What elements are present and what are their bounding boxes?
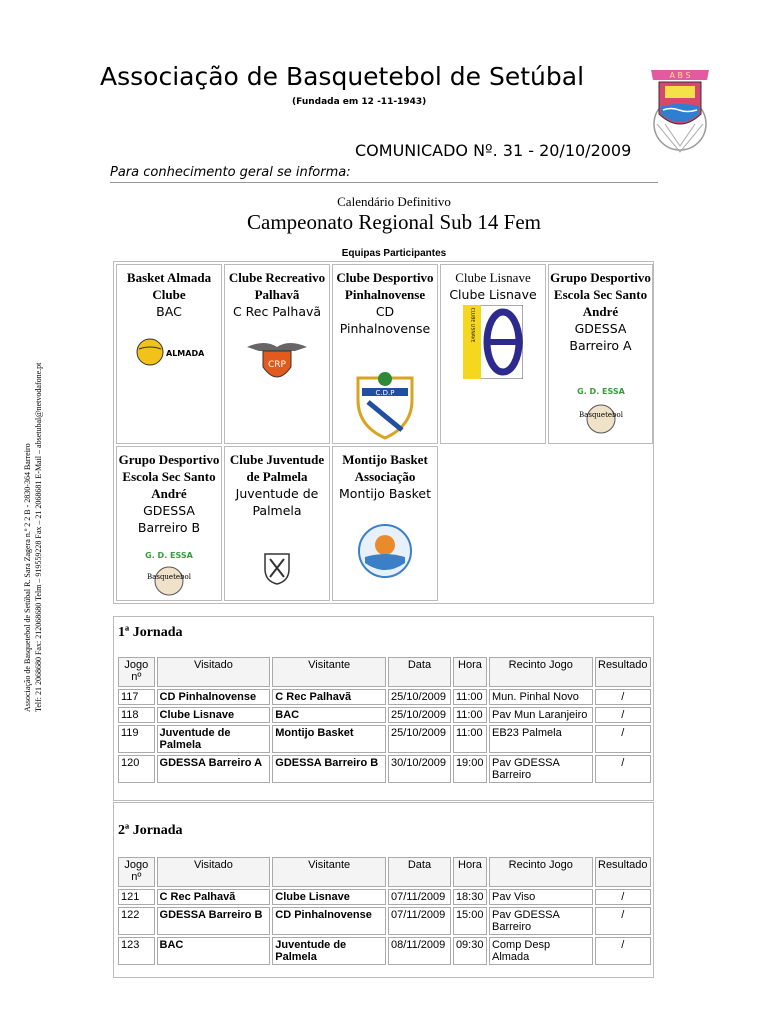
- away-team: Clube Lisnave: [272, 889, 386, 905]
- game-number: 122: [118, 907, 155, 935]
- game-number: 120: [118, 755, 155, 783]
- venue: EB23 Palmela: [489, 725, 593, 753]
- col-jogo: Jogo nº: [118, 857, 155, 887]
- game-number: 123: [118, 937, 155, 965]
- venue: Pav Viso: [489, 889, 593, 905]
- col-hora: Hora: [453, 657, 487, 687]
- game-date: 07/11/2009: [388, 907, 451, 935]
- calendar-subtitle: Calendário Definitivo: [337, 194, 451, 209]
- jornada-title: 2ª Jornada: [118, 823, 183, 838]
- jornada-2-box: [113, 802, 654, 978]
- away-team: Montijo Basket: [272, 725, 386, 753]
- col-jogo: Jogo nº: [118, 657, 155, 687]
- venue: Pav Mun Laranjeiro: [489, 707, 593, 723]
- team-name: Grupo Desportivo Escola Sec Santo André: [118, 452, 220, 501]
- game-number: 118: [118, 707, 155, 723]
- teams-heading: Equipas Participantes: [341, 248, 447, 259]
- game-time: 19:00: [453, 755, 487, 783]
- venue: Pav GDESSA Barreiro: [489, 907, 593, 935]
- gdessa-logo-a: [568, 385, 634, 441]
- team-card-bac: [116, 264, 222, 444]
- team-short: Montijo Basket: [339, 486, 431, 501]
- team-short: C Rec Palhavã: [232, 304, 322, 319]
- svg-text:ALMADA: ALMADA: [166, 349, 204, 358]
- table-header-row: [118, 857, 651, 887]
- table-row: [118, 755, 651, 783]
- game-time: 11:00: [453, 689, 487, 705]
- teams-grid: [113, 261, 654, 604]
- away-team: GDESSA Barreiro B: [272, 755, 386, 783]
- gdessa-logo-b: [136, 549, 202, 601]
- svg-text:CLUBE LISNAVE: CLUBE LISNAVE: [469, 307, 475, 343]
- col-visitado: Visitado: [157, 657, 271, 687]
- founded-date: (Fundada em 12 -11-1943): [292, 97, 427, 107]
- page-title: Associação de Basquetebol de Setúbal: [100, 62, 585, 91]
- home-team: BAC: [157, 937, 271, 965]
- game-date: 08/11/2009: [388, 937, 451, 965]
- home-team: Clube Lisnave: [157, 707, 271, 723]
- jornada-title: 1ª Jornada: [118, 625, 183, 640]
- palmela-logo: [262, 551, 292, 585]
- col-data: Data: [388, 857, 451, 887]
- team-name: Clube Desportivo Pinhalnovense: [336, 270, 434, 302]
- game-number: 121: [118, 889, 155, 905]
- table-row: [118, 689, 651, 705]
- team-name: Clube Recreativo Palhavã: [228, 270, 326, 302]
- col-visitante: Visitante: [272, 657, 386, 687]
- cdp-logo: [354, 370, 416, 440]
- game-date: 25/10/2009: [388, 689, 451, 705]
- game-number: 117: [118, 689, 155, 705]
- result: /: [595, 755, 651, 783]
- game-time: 11:00: [453, 707, 487, 723]
- team-card-pinhalnovense: [332, 264, 438, 444]
- game-date: 25/10/2009: [388, 707, 451, 723]
- table-row: [118, 937, 651, 965]
- svg-text:G. D. ESSA: G. D. ESSA: [145, 551, 193, 560]
- team-name: Grupo Desportivo Escola Sec Santo André: [550, 270, 651, 319]
- result: /: [595, 907, 651, 935]
- result: /: [595, 889, 651, 905]
- table-row: [118, 725, 651, 753]
- team-short: BAC: [156, 304, 182, 319]
- game-number: 119: [118, 725, 155, 753]
- team-card-gdessa-a: [548, 264, 653, 444]
- game-time: 11:00: [453, 725, 487, 753]
- info-text: Para conhecimento geral se informa:: [110, 165, 351, 180]
- jornada-1-box: [113, 616, 654, 801]
- away-team: CD Pinhalnovense: [272, 907, 386, 935]
- col-resultado: Resultado: [595, 657, 651, 687]
- abs-logo: [645, 62, 715, 154]
- comunicado-number: COMUNICADO Nº. 31 - 20/10/2009: [355, 141, 632, 160]
- table-row: [118, 707, 651, 723]
- team-name: Clube Juventude de Palmela: [229, 452, 325, 484]
- home-team: GDESSA Barreiro B: [157, 907, 271, 935]
- svg-text:G. D. ESSA: G. D. ESSA: [576, 387, 625, 396]
- game-time: 09:30: [453, 937, 487, 965]
- home-team: Juventude de Palmela: [157, 725, 271, 753]
- col-recinto: Recinto Jogo: [489, 857, 593, 887]
- montijo-logo: [357, 523, 413, 579]
- game-time: 15:00: [453, 907, 487, 935]
- championship-title: Campeonato Regional Sub 14 Fem: [247, 210, 541, 234]
- venue: Mun. Pinhal Novo: [489, 689, 593, 705]
- team-short: GDESSA Barreiro B: [137, 503, 201, 535]
- col-visitante: Visitante: [272, 857, 386, 887]
- svg-text:A B S: A B S: [669, 71, 691, 80]
- lisnave-logo: [463, 305, 523, 379]
- divider: [110, 182, 658, 183]
- col-recinto: Recinto Jogo: [489, 657, 593, 687]
- bac-logo: [134, 337, 204, 367]
- game-date: 07/11/2009: [388, 889, 451, 905]
- team-card-palhava: [224, 264, 330, 444]
- team-name: Clube Lisnave: [455, 270, 531, 285]
- team-name: Basket Almada Clube: [126, 270, 212, 302]
- col-data: Data: [388, 657, 451, 687]
- away-team: C Rec Palhavã: [272, 689, 386, 705]
- table-row: [118, 889, 651, 905]
- svg-text:Basquetebol: Basquetebol: [147, 573, 191, 581]
- contact-line-2: Telf: 21 2068680 Fax: 212068680 Telm – 919559228 Fax – 21 2068681 E-Mail – absetubal@netvodafone.pt: [34, 362, 43, 712]
- team-short: GDESSA Barreiro A: [569, 321, 632, 353]
- col-hora: Hora: [453, 857, 487, 887]
- team-short: Clube Lisnave: [449, 287, 537, 302]
- svg-text:Basquetebol: Basquetebol: [578, 411, 623, 419]
- result: /: [595, 707, 651, 723]
- svg-text:C.D.P: C.D.P: [375, 389, 395, 397]
- col-resultado: Resultado: [595, 857, 651, 887]
- contact-sidebar: [22, 262, 44, 712]
- empty-cell: [440, 446, 653, 601]
- games-table-2: [116, 855, 653, 967]
- team-name: Montijo Basket Associação: [342, 452, 428, 484]
- team-short: CD Pinhalnovense: [339, 304, 431, 336]
- away-team: BAC: [272, 707, 386, 723]
- col-visitado: Visitado: [157, 857, 271, 887]
- home-team: GDESSA Barreiro A: [157, 755, 271, 783]
- game-date: 25/10/2009: [388, 725, 451, 753]
- table-row: [118, 907, 651, 935]
- game-date: 30/10/2009: [388, 755, 451, 783]
- away-team: Juventude de Palmela: [272, 937, 386, 965]
- games-table-1: [116, 655, 653, 785]
- contact-line-1: Associação de Basquetebol de Setúbal R. Sara Zagera n.º 2 2 B - 2830-364 Barreiro: [23, 443, 32, 712]
- result: /: [595, 725, 651, 753]
- team-card-lisnave: [440, 264, 546, 444]
- venue: Comp Desp Almada: [489, 937, 593, 965]
- game-time: 18:30: [453, 889, 487, 905]
- home-team: CD Pinhalnovense: [157, 689, 271, 705]
- team-short: Juventude de Palmela: [235, 486, 319, 518]
- team-card-montijo: [332, 446, 438, 601]
- home-team: C Rec Palhavã: [157, 889, 271, 905]
- table-header-row: [118, 657, 651, 687]
- team-card-palmela: [224, 446, 330, 601]
- result: /: [595, 689, 651, 705]
- team-card-gdessa-b: [116, 446, 222, 601]
- venue: Pav GDESSA Barreiro: [489, 755, 593, 783]
- result: /: [595, 937, 651, 965]
- svg-text:CRP: CRP: [268, 360, 286, 370]
- crp-logo: [245, 337, 309, 389]
